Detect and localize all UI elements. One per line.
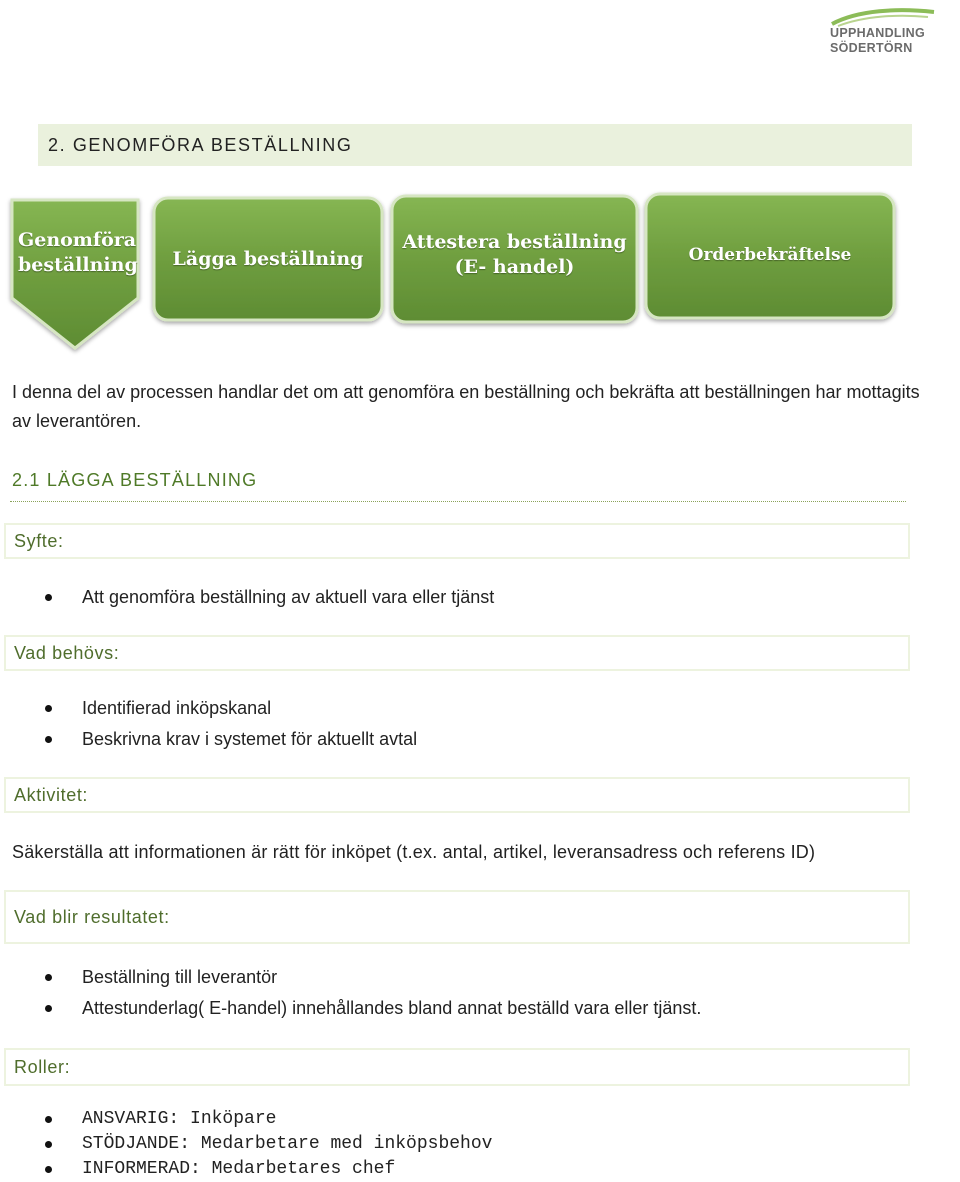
upphandling-sodertorn-logo — [828, 6, 938, 55]
process-step-2-label: Lägga beställning — [172, 248, 364, 270]
resultat-label: Vad blir resultatet: — [14, 906, 170, 927]
process-step-1-label: Genomföra beställning — [18, 229, 138, 276]
syfte-label-box — [4, 523, 910, 559]
logo-swoosh-icon — [828, 6, 938, 28]
list-item: ANSVARIG: Inköpare — [42, 1107, 492, 1132]
list-item: Att genomföra beställning av aktuell vara eller tjänst — [42, 582, 494, 613]
vad-behovs-label: Vad behövs: — [14, 642, 120, 663]
list-item: Identifierad inköpskanal — [42, 693, 417, 724]
list-item: INFORMERAD: Medarbetares chef — [42, 1157, 492, 1182]
section-header — [38, 124, 912, 166]
roller-label-box — [4, 1048, 910, 1086]
syfte-label: Syfte: — [14, 530, 64, 551]
aktivitet-label: Aktivitet: — [14, 784, 89, 805]
aktivitet-label-box — [4, 777, 910, 813]
process-flow — [0, 190, 960, 360]
roller-list — [42, 1107, 492, 1182]
logo-line2: SÖDERTÖRN — [830, 41, 913, 55]
list-item: Beställning till leverantör — [42, 962, 701, 993]
subsection-title: 2.1 LÄGGA BESTÄLLNING — [12, 470, 258, 490]
divider — [10, 501, 906, 502]
vad-behovs-list — [42, 693, 417, 755]
intro-paragraph: I denna del av processen handlar det om att genomföra en beställning och bekräfta att beställningen har mottagits av leverantören. — [12, 382, 920, 431]
resultat-label-box — [4, 890, 910, 944]
section-title: 2. GENOMFÖRA BESTÄLLNING — [48, 134, 353, 155]
vad-behovs-label-box — [4, 635, 910, 671]
logo-line1: UPPHANDLING — [830, 26, 925, 40]
list-item: Attestunderlag( E-handel) innehållandes bland annat beställd vara eller tjänst. — [42, 993, 701, 1024]
process-step-4-label: Orderbekräftelse — [688, 245, 852, 265]
syfte-list — [42, 582, 494, 613]
list-item: STÖDJANDE: Medarbetare med inköpsbehov — [42, 1132, 492, 1157]
process-step-3-label: Attestera beställning (E- handel) — [402, 231, 627, 278]
list-item: Beskrivna krav i systemet för aktuellt avtal — [42, 724, 417, 755]
aktivitet-text: Säkerställa att informationen är rätt för inköpet (t.ex. antal, artikel, leveransadress och referens ID) — [12, 842, 816, 862]
roller-label: Roller: — [14, 1056, 71, 1077]
resultat-list — [42, 962, 701, 1024]
